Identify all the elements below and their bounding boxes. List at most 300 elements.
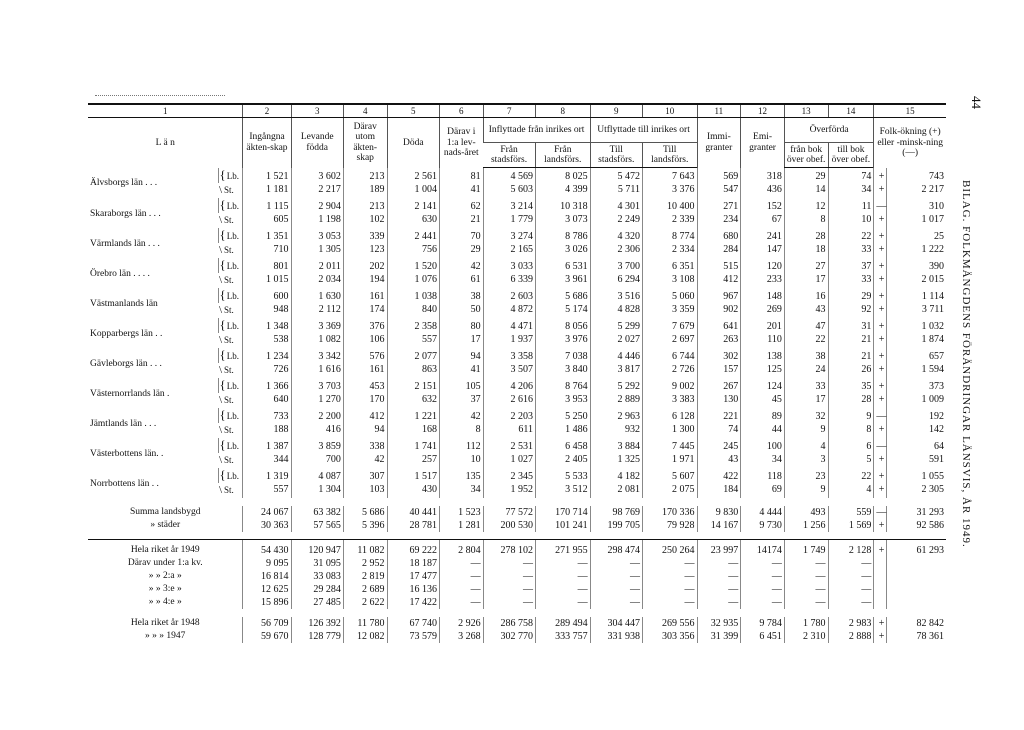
table-cell: 31 293 — [887, 506, 946, 519]
table-cell: 3 507 — [483, 363, 535, 378]
table-cell: 3 073 — [535, 213, 590, 228]
header-till-lands: Till landsförs. — [642, 143, 697, 168]
brace-glyph: { — [219, 197, 226, 212]
brace-glyph: { — [219, 377, 226, 392]
running-head: BILAG. FOLKMÄNGDENS FÖRÄNDRINGAR LÄNSVIS, ÅR 1949. — [960, 180, 972, 548]
table-cell: 641 — [697, 318, 741, 333]
brace-glyph: { — [219, 317, 226, 332]
table-cell: — — [535, 570, 590, 583]
table-cell: 2 689 — [343, 583, 387, 596]
table-cell: 34 — [741, 453, 785, 468]
table-cell: + — [874, 168, 887, 184]
table-cell: 10 — [439, 453, 483, 468]
subrow-label: Lb. — [226, 291, 239, 301]
table-cell: 1 319 — [243, 468, 291, 483]
table-cell: 61 — [439, 273, 483, 288]
table-cell: 2 305 — [887, 483, 946, 498]
colnum: 1 — [88, 104, 243, 118]
table-cell: 948 — [243, 303, 291, 318]
table-cell: 29 — [828, 288, 874, 303]
subrow-label: St. — [224, 335, 234, 345]
table-cell: 2 889 — [590, 393, 642, 408]
table-cell: 2 888 — [828, 630, 874, 643]
table-cell: 26 — [828, 363, 874, 378]
subrow-label: St. — [224, 395, 234, 405]
subrow-label-stader — [219, 183, 243, 198]
table-cell: 576 — [343, 348, 387, 363]
subrow-label-stader — [219, 333, 243, 348]
table-cell: 170 — [343, 393, 387, 408]
subrow-label: Lb. — [226, 321, 239, 331]
table-cell: 7 038 — [535, 348, 590, 363]
table-cell: — — [483, 570, 535, 583]
table-cell: 3 359 — [642, 303, 697, 318]
table-cell: 2 819 — [343, 570, 387, 583]
table-cell: 42 — [343, 453, 387, 468]
header-darav-utom: Därav utom äkten-skap — [343, 118, 387, 168]
table-cell: 9 — [784, 423, 828, 438]
table-row — [88, 318, 946, 333]
table-cell: 33 — [784, 378, 828, 393]
table-cell: 18 — [784, 243, 828, 258]
table-cell: 318 — [741, 168, 785, 184]
table-cell: 16 — [784, 288, 828, 303]
table-cell: 538 — [243, 333, 291, 348]
header-till-bok: till bok över obef. — [828, 143, 874, 168]
brace-glyph: \ — [218, 214, 223, 226]
table-cell: 902 — [697, 303, 741, 318]
table-cell: 1 351 — [243, 228, 291, 243]
quarter-row — [88, 570, 946, 583]
table-cell: 339 — [343, 228, 387, 243]
table-cell: 23 997 — [697, 540, 741, 558]
table-cell: 3 342 — [291, 348, 343, 363]
table-cell: + — [874, 348, 887, 363]
table-cell: 233 — [741, 273, 785, 288]
table-cell: + — [874, 468, 887, 483]
table-cell: 35 — [828, 378, 874, 393]
table-cell: 263 — [697, 333, 741, 348]
table-row — [88, 348, 946, 363]
table-cell: 5 060 — [642, 288, 697, 303]
table-cell: — — [874, 506, 887, 519]
table-cell: 2 077 — [387, 348, 439, 363]
table-cell: 453 — [343, 378, 387, 393]
table-cell — [887, 570, 946, 583]
table-cell: 1 270 — [291, 393, 343, 408]
table-cell: 1 348 — [243, 318, 291, 333]
table-cell: 1 630 — [291, 288, 343, 303]
quarter-label: » » 3:e » — [148, 584, 182, 594]
table-cell: 9 — [828, 408, 874, 423]
table-cell: 50 — [439, 303, 483, 318]
table-cell: 102 — [343, 213, 387, 228]
table-cell: 257 — [387, 453, 439, 468]
table-cell: — — [874, 198, 887, 213]
brace-glyph: \ — [218, 244, 223, 256]
table-cell: 289 494 — [535, 617, 590, 630]
table-cell: 2 141 — [387, 198, 439, 213]
brace-glyph: { — [219, 227, 226, 242]
table-cell: — — [535, 596, 590, 609]
subrow-label-stader — [219, 273, 243, 288]
region-name: Västernorrlands län . — [90, 388, 170, 399]
table-cell: 130 — [697, 393, 741, 408]
table-cell: 1 517 — [387, 468, 439, 483]
table-cell: 430 — [387, 483, 439, 498]
table-cell: 376 — [343, 318, 387, 333]
subrow-label-stader — [219, 423, 243, 438]
table-cell: 12 625 — [243, 583, 291, 596]
table-cell: 14 — [784, 183, 828, 198]
table-cell: — — [590, 557, 642, 570]
table-cell: 1 017 — [887, 213, 946, 228]
table-cell: 3 884 — [590, 438, 642, 453]
table-cell: + — [874, 617, 887, 630]
table-cell: 5 472 — [590, 168, 642, 184]
table-cell: 21 — [828, 333, 874, 348]
table-cell: 726 — [243, 363, 291, 378]
header-fran-bok: från bok över obef. — [784, 143, 828, 168]
table-cell: + — [874, 183, 887, 198]
header-ingangna: Ingångna äkten-skap — [243, 118, 291, 168]
subrow-label: Lb. — [226, 471, 239, 481]
table-cell: 743 — [887, 168, 946, 184]
table-cell: 2 804 — [439, 540, 483, 558]
table-cell: 4 828 — [590, 303, 642, 318]
brace-glyph: { — [219, 257, 226, 272]
table-cell: 338 — [343, 438, 387, 453]
subrow-label-stader — [219, 213, 243, 228]
table-row — [88, 168, 946, 184]
table-cell: 600 — [243, 288, 291, 303]
table-cell: 250 264 — [642, 540, 697, 558]
table-cell: 201 — [741, 318, 785, 333]
previous-year-row — [88, 630, 946, 643]
table-cell: 170 714 — [535, 506, 590, 519]
table-cell: 307 — [343, 468, 387, 483]
table-cell: 303 356 — [642, 630, 697, 643]
table-cell: 1 198 — [291, 213, 343, 228]
table-cell: 24 — [784, 363, 828, 378]
subrow-label: St. — [224, 305, 234, 315]
subrow-label: St. — [224, 365, 234, 375]
table-cell: 2 151 — [387, 378, 439, 393]
table-cell: 184 — [697, 483, 741, 498]
colnum: 13 — [784, 104, 828, 118]
table-cell: 11 780 — [343, 617, 387, 630]
table-cell: 373 — [887, 378, 946, 393]
table-cell: 42 — [439, 258, 483, 273]
table-cell: 863 — [387, 363, 439, 378]
table-cell: 2 011 — [291, 258, 343, 273]
spacer — [88, 609, 946, 617]
table-cell: 22 — [828, 228, 874, 243]
table-cell: 4 444 — [741, 506, 785, 519]
table-cell: 70 — [439, 228, 483, 243]
table-cell: 213 — [343, 168, 387, 184]
subrow-label: St. — [224, 485, 234, 495]
table-cell: 5 686 — [535, 288, 590, 303]
table-cell: 3 516 — [590, 288, 642, 303]
table-cell: 44 — [741, 423, 785, 438]
table-cell: 310 — [887, 198, 946, 213]
table-cell: 241 — [741, 228, 785, 243]
table-row — [88, 198, 946, 213]
subrow-label: St. — [224, 245, 234, 255]
table-cell: 1 523 — [439, 506, 483, 519]
table-cell: 5 686 — [343, 506, 387, 519]
table-cell: 27 — [784, 258, 828, 273]
table-cell: 1 222 — [887, 243, 946, 258]
table-cell: 2 697 — [642, 333, 697, 348]
table-cell: 105 — [439, 378, 483, 393]
table-cell: — — [697, 570, 741, 583]
table-cell: 3 214 — [483, 198, 535, 213]
header-folkokning: Folk-ökning (+) eller -minsk-ning (—) — [874, 118, 946, 168]
table-cell: + — [874, 288, 887, 303]
table-cell: 1 971 — [642, 453, 697, 468]
table-cell: 840 — [387, 303, 439, 318]
table-cell: 5 711 — [590, 183, 642, 198]
table-row — [88, 288, 946, 303]
quarter-row — [88, 596, 946, 609]
table-cell: — — [642, 570, 697, 583]
table-cell: 10 400 — [642, 198, 697, 213]
table-cell: 1 004 — [387, 183, 439, 198]
table-cell: 4 320 — [590, 228, 642, 243]
table-row — [88, 258, 946, 273]
table-cell: 1 115 — [243, 198, 291, 213]
table-cell: 8 786 — [535, 228, 590, 243]
table-cell: 331 938 — [590, 630, 642, 643]
table-cell: 557 — [243, 483, 291, 498]
table-cell: 16 814 — [243, 570, 291, 583]
table-cell: 174 — [343, 303, 387, 318]
colnum: 2 — [243, 104, 291, 118]
previous-year-label: » » » 1947 — [145, 631, 186, 641]
table-cell: 9 002 — [642, 378, 697, 393]
dotted-rule — [95, 95, 225, 96]
table-cell: 1 486 — [535, 423, 590, 438]
table-cell: — — [784, 583, 828, 596]
subrow-label-stader — [219, 243, 243, 258]
table-cell: 14 167 — [697, 519, 741, 532]
table-cell: 6 128 — [642, 408, 697, 423]
table-cell: 78 361 — [887, 630, 946, 643]
table-cell: + — [874, 333, 887, 348]
header-immigranter: Immi-granter — [697, 118, 741, 168]
table-cell: 138 — [741, 348, 785, 363]
subrow-label-landsbygd — [219, 318, 243, 333]
table-cell: 28 781 — [387, 519, 439, 532]
table-cell: 82 842 — [887, 617, 946, 630]
table-cell: 1 304 — [291, 483, 343, 498]
quarter-label: » » 4:e » — [148, 597, 182, 607]
header-overforda: Överförda — [784, 118, 874, 143]
brace-glyph: \ — [218, 454, 223, 466]
table-cell: — — [697, 583, 741, 596]
table-cell: 28 — [828, 393, 874, 408]
colnum: 7 — [483, 104, 535, 118]
table-cell: 17 — [784, 393, 828, 408]
table-cell: 557 — [387, 333, 439, 348]
table-cell: 2 081 — [590, 483, 642, 498]
table-cell: 101 241 — [535, 519, 590, 532]
brace-glyph: \ — [218, 184, 223, 196]
table-cell: 59 670 — [243, 630, 291, 643]
table-cell: 213 — [343, 198, 387, 213]
table-cell: 22 — [784, 333, 828, 348]
table-cell: 298 474 — [590, 540, 642, 558]
table-row — [88, 228, 946, 243]
table-cell: 80 — [439, 318, 483, 333]
table-cell: 4 471 — [483, 318, 535, 333]
subrow-label: Lb. — [226, 411, 239, 421]
table-cell: 2 926 — [439, 617, 483, 630]
table-cell: 110 — [741, 333, 785, 348]
table-cell: 24 067 — [243, 506, 291, 519]
table-cell: 29 284 — [291, 583, 343, 596]
table-cell: 30 363 — [243, 519, 291, 532]
table-cell: 57 565 — [291, 519, 343, 532]
subrow-label: Lb. — [226, 441, 239, 451]
table-body — [88, 168, 946, 644]
quarter-row — [88, 557, 946, 570]
national-total-label: Hela riket år 1949 — [88, 540, 243, 558]
subrow-label-landsbygd — [219, 348, 243, 363]
table-cell — [874, 583, 887, 596]
table-cell: 32 935 — [697, 617, 741, 630]
table-cell: 3 976 — [535, 333, 590, 348]
table-cell: 3 817 — [590, 363, 642, 378]
subrow-label: Lb. — [226, 261, 239, 271]
table-cell: 932 — [590, 423, 642, 438]
table-cell: 168 — [387, 423, 439, 438]
spacer-row — [88, 532, 946, 540]
subrow-label-landsbygd — [219, 228, 243, 243]
table-cell: 16 136 — [387, 583, 439, 596]
header-fran-lands: Från landsförs. — [535, 143, 590, 168]
colnum: 4 — [343, 104, 387, 118]
table-cell: 170 336 — [642, 506, 697, 519]
table-cell: 43 — [784, 303, 828, 318]
table-row — [88, 468, 946, 483]
table-cell: 2 441 — [387, 228, 439, 243]
table-cell: 54 430 — [243, 540, 291, 558]
table-cell: — — [828, 583, 874, 596]
table-cell: 92 — [828, 303, 874, 318]
table-cell: 6 744 — [642, 348, 697, 363]
previous-year-label: Hela riket år 1948 — [130, 618, 200, 628]
table-cell: 2 616 — [483, 393, 535, 408]
header-till-stad: Till stadsförs. — [590, 143, 642, 168]
table-cell: 302 — [697, 348, 741, 363]
table-cell: 33 — [828, 243, 874, 258]
table-cell: 2 217 — [291, 183, 343, 198]
region-name: Värmlands län . . . — [90, 238, 160, 249]
table-cell: 3 026 — [535, 243, 590, 258]
table-cell: 2 983 — [828, 617, 874, 630]
table-cell: 304 447 — [590, 617, 642, 630]
table-cell — [874, 596, 887, 609]
header-darav-1: Därav i 1:a lev-nads-året — [439, 118, 483, 168]
table-cell: + — [874, 540, 887, 558]
table-cell: 14174 — [741, 540, 785, 558]
region-name: Västerbottens län. . — [90, 448, 164, 459]
table-cell: 7 679 — [642, 318, 697, 333]
table-cell: 412 — [343, 408, 387, 423]
subrow-label-stader — [219, 303, 243, 318]
table-cell: — — [483, 557, 535, 570]
table-cell: 8 056 — [535, 318, 590, 333]
table-cell: 120 — [741, 258, 785, 273]
table-cell: 1 015 — [243, 273, 291, 288]
table-cell: 559 — [828, 506, 874, 519]
total-label: Summa landsbygd — [130, 507, 201, 517]
quarter-label: » » 2:a » — [148, 571, 182, 581]
table-cell: 2 963 — [590, 408, 642, 423]
table-cell: 3 703 — [291, 378, 343, 393]
table-cell: 45 — [741, 393, 785, 408]
table-cell: 422 — [697, 468, 741, 483]
table-cell: + — [874, 393, 887, 408]
table-cell: + — [874, 453, 887, 468]
table-cell: 194 — [343, 273, 387, 288]
subrow-label-landsbygd — [219, 168, 243, 184]
table-cell: 192 — [887, 408, 946, 423]
table-cell: 2 203 — [483, 408, 535, 423]
table-cell: 6 451 — [741, 630, 785, 643]
subrow-label-landsbygd — [219, 378, 243, 393]
table-cell: 1 569 — [828, 519, 874, 532]
table-cell: 23 — [784, 468, 828, 483]
region-name: Skaraborgs län . . . — [90, 208, 161, 219]
table-cell: 188 — [243, 423, 291, 438]
table-cell: 630 — [387, 213, 439, 228]
table-cell: 640 — [243, 393, 291, 408]
subrow-label: St. — [224, 215, 234, 225]
table-cell: — — [590, 596, 642, 609]
table-cell: 234 — [697, 213, 741, 228]
table-cell: 302 770 — [483, 630, 535, 643]
table-cell: 5 174 — [535, 303, 590, 318]
table-cell: 6 531 — [535, 258, 590, 273]
table-cell: 245 — [697, 438, 741, 453]
table-cell: 515 — [697, 258, 741, 273]
table-cell: 10 318 — [535, 198, 590, 213]
table-cell: 1 874 — [887, 333, 946, 348]
subrow-label-stader — [219, 393, 243, 408]
table-cell: — — [483, 596, 535, 609]
table-cell: 3 512 — [535, 483, 590, 498]
table-cell: 5 250 — [535, 408, 590, 423]
table-cell: 2 027 — [590, 333, 642, 348]
table-cell: 42 — [439, 408, 483, 423]
table-cell: 17 477 — [387, 570, 439, 583]
table-cell: 3 — [784, 453, 828, 468]
table-cell: 344 — [243, 453, 291, 468]
table-cell: 3 033 — [483, 258, 535, 273]
table-cell: 9 830 — [697, 506, 741, 519]
table-cell: 3 602 — [291, 168, 343, 184]
table-cell: 37 — [828, 258, 874, 273]
subrow-label-landsbygd — [219, 468, 243, 483]
table-cell: 31 — [828, 318, 874, 333]
table-cell: — — [642, 583, 697, 596]
table-cell: 1 741 — [387, 438, 439, 453]
table-cell: 56 709 — [243, 617, 291, 630]
